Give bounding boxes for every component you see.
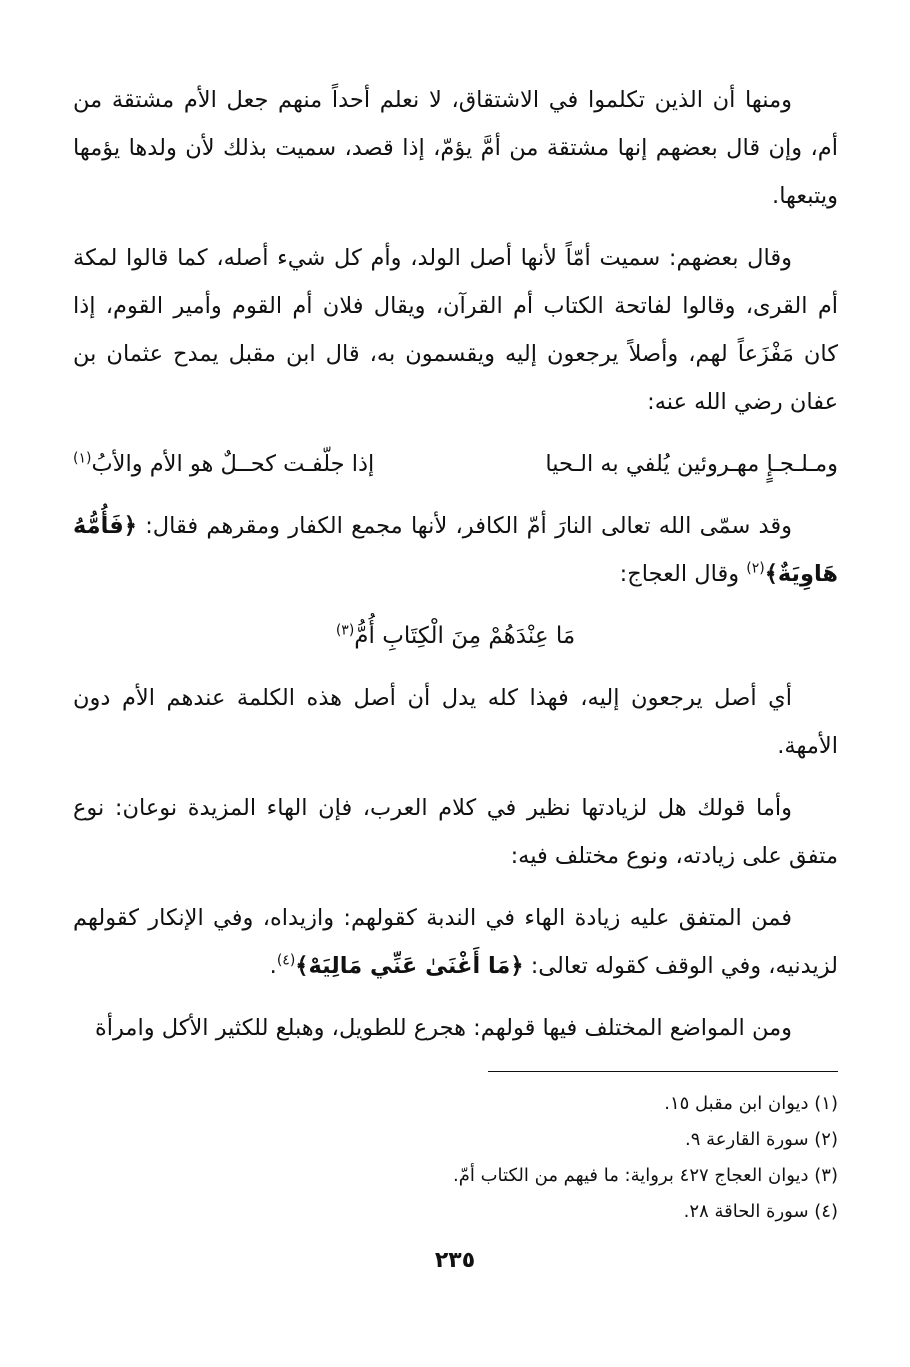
paragraph-6-end: .	[269, 953, 277, 979]
verse-1-second-hemistich: إذا جلّفـت كحــلٌ هو الأم والأبُ	[91, 451, 375, 477]
paragraph-4: أي أصل يرجعون إليه، فهذا كله يدل أن أصل هذه الكلمة عندهم الأم دون الأمهة.	[73, 685, 838, 759]
verse-2-text: مَا عِنْدَهُمْ مِنَ الْكِتَابِ أُمُّ	[354, 623, 576, 649]
footnotes	[73, 1086, 838, 1230]
footnote-4: (٤) سورة الحاقة ٢٨.	[683, 1201, 838, 1222]
paragraph-3-tail: وقال العجاج:	[619, 561, 740, 587]
footnote-1: (١) ديوان ابن مقبل ١٥.	[664, 1093, 838, 1114]
footnote-ref-1: (١)	[73, 450, 92, 467]
poetry-verse-1	[73, 440, 838, 488]
poetry-verse-2	[73, 612, 838, 660]
footnote-ref-2: (٢)	[746, 560, 765, 577]
verse-1-first-hemistich: ومـلـجـإٍ مهـروئين يُلفي به الـحيا	[545, 451, 838, 477]
page-number: ٢٣٥	[434, 1248, 476, 1273]
footnote-ref-3: (٣)	[335, 622, 355, 639]
quran-quote-1: ﴿فَأُمُّهُ هَاوِيَةٌ﴾	[73, 513, 838, 587]
main-text	[73, 76, 838, 1066]
paragraph-3-text: وقد سمّى الله تعالى النارَ أمّ الكافر، لأنها مجمع الكفار ومقرهم فقال:	[145, 513, 792, 539]
paragraph-6	[73, 894, 838, 990]
footnote-2: (٢) سورة القارعة ٩.	[685, 1129, 838, 1150]
paragraph-2: وقال بعضهم: سميت أمّاً لأنها أصل الولد، وأم كل شيء أصله، كما قالوا لمكة أم القرى، وقالوا لفاتحة الكتاب أم القرآن، ويقال فلان أم القوم وأمير القوم، إذا كان مَفْزَعاً لهم، وأصلاً يرجعون إليه ويقسمون به، قال ابن مقبل يمدح عثمان بن عفان رضي الله عنه:	[73, 245, 838, 415]
paragraph-1: ومنها أن الذين تكلموا في الاشتقاق، لا نعلم أحداً منهم جعل الأم مشتقة من أم، وإن قال بعضهم إنها مشتقة من أمَّ يؤمّ، إذا قصد، سميت بذلك لأن ولدها يؤمها ويتبعها.	[73, 87, 838, 209]
footnote-3: (٣) ديوان العجاج ٤٢٧ برواية: ما فيهم من الكتاب أمّ.	[453, 1165, 838, 1186]
paragraph-5: وأما قولك هل لزيادتها نظير في كلام العرب، فإن الهاء المزيدة نوعان: نوع متفق على زيادته، ونوع مختلف فيه:	[73, 795, 838, 869]
paragraph-7: ومن المواضع المختلف فيها قولهم: هجرع للطويل، وهبلع للكثير الأكل وامرأة	[94, 1015, 792, 1041]
footnote-ref-4: (٤)	[276, 952, 296, 969]
verse-1-second-hemistich-wrap	[73, 440, 374, 488]
paragraph-6-text: فمن المتفق عليه زيادة الهاء في الندبة كقولهم: وازيداه، وفي الإنكار كقولهم لزيدنيه، وفي الوقف كقوله تعالى:	[73, 905, 838, 979]
footnote-separator	[488, 1071, 838, 1072]
paragraph-3	[73, 502, 838, 598]
quran-quote-2: ﴿مَا أَغْنَىٰ عَنِّي مَالِيَهْ﴾	[295, 953, 524, 979]
